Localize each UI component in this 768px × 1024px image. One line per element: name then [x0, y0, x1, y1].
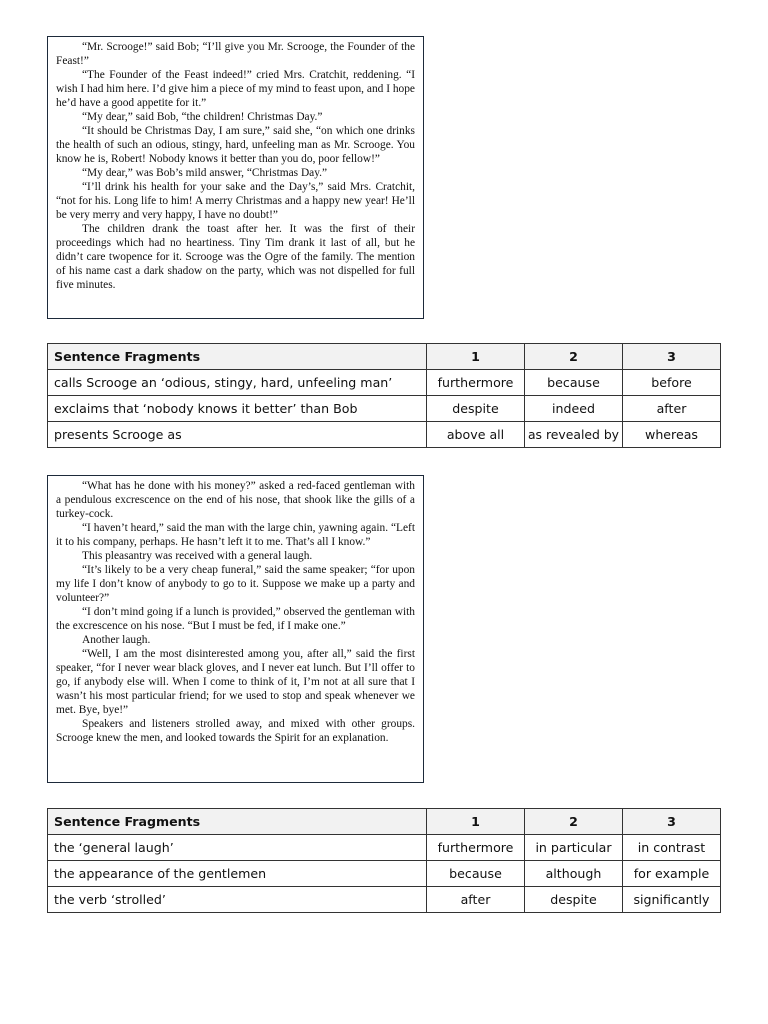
- fragment-cell: calls Scrooge an ‘odious, stingy, hard, unfeeling man’: [48, 370, 427, 396]
- header-option-1: 1: [427, 809, 525, 835]
- passage-paragraph: Speakers and listeners strolled away, and mixed with other groups. Scrooge knew the men, and looked towards the Spirit for an explanation.: [56, 718, 415, 744]
- table-row: [48, 396, 721, 422]
- fragment-cell: exclaims that ‘nobody knows it better’ than Bob: [48, 396, 427, 422]
- passage-paragraph: “I’ll drink his health for your sake and the Day’s,” said Mrs. Cratchit, “not for his. Long life to him! A merry Christmas and a happy new year! He’ll be very merry and very happy, I have no doubt!”: [56, 181, 415, 221]
- option-cell: despite: [427, 396, 525, 422]
- sentence-fragments-table-2: [47, 808, 721, 913]
- option-cell: as revealed by: [525, 422, 623, 448]
- option-cell: furthermore: [427, 370, 525, 396]
- option-cell: in particular: [525, 835, 623, 861]
- passage-paragraph: “Mr. Scrooge!” said Bob; “I’ll give you Mr. Scrooge, the Founder of the Feast!”: [56, 41, 415, 67]
- header-option-3: 3: [623, 344, 721, 370]
- passage-paragraph: This pleasantry was received with a general laugh.: [82, 550, 313, 562]
- passage-paragraph: “The Founder of the Feast indeed!” cried Mrs. Cratchit, reddening. “I wish I had him here. I’d give him a piece of my mind to feast upon, and I hope he’d have a good appetite for it.”: [56, 69, 415, 109]
- option-cell: although: [525, 861, 623, 887]
- option-cell: because: [525, 370, 623, 396]
- option-cell: furthermore: [427, 835, 525, 861]
- passage-paragraph: “I don’t mind going if a lunch is provided,” observed the gentleman with the excrescence on his nose. “But I must be fed, if I make one.”: [56, 606, 415, 632]
- table-header-row: [48, 344, 721, 370]
- passage-paragraph: “It’s likely to be a very cheap funeral,” said the same speaker; “for upon my life I don’t know of anybody to go to it. Suppose we make up a party and volunteer?”: [56, 564, 415, 604]
- option-cell: significantly: [623, 887, 721, 913]
- passage-paragraph: The children drank the toast after her. It was the first of their proceedings which had no heartiness. Tiny Tim drank it last of all, but he didn’t care twopence for it. Scrooge was the Ogre of the family. The mention of his name cast a dark shadow on the party, which was not dispelled for full five minutes.: [56, 223, 415, 291]
- option-cell: in contrast: [623, 835, 721, 861]
- passage-paragraph: “My dear,” was Bob’s mild answer, “Christmas Day.”: [82, 167, 328, 179]
- option-cell: despite: [525, 887, 623, 913]
- header-option-2: 2: [525, 809, 623, 835]
- table-row: [48, 861, 721, 887]
- passage-box-scrooge-toast: [47, 36, 424, 319]
- fragment-cell: the appearance of the gentlemen: [48, 861, 427, 887]
- option-cell: because: [427, 861, 525, 887]
- passage-paragraph: “What has he done with his money?” asked a red-faced gentleman with a pendulous excrescence on the end of his nose, that shook like the gills of a turkey-cock.: [56, 480, 415, 520]
- passage-paragraph: Another laugh.: [82, 634, 151, 646]
- table-row: [48, 835, 721, 861]
- fragment-cell: presents Scrooge as: [48, 422, 427, 448]
- option-cell: for example: [623, 861, 721, 887]
- option-cell: indeed: [525, 396, 623, 422]
- option-cell: after: [623, 396, 721, 422]
- header-sentence-fragments: Sentence Fragments: [48, 809, 427, 835]
- passage-paragraph: “Well, I am the most disinterested among you, after all,” said the first speaker, “for I never wear black gloves, and I never eat lunch. But I’ll offer to go, if anybody else will. When I come to think of it, I’m not at all sure that I wasn’t his most particular friend; for we used to stop and speak whenever we met. Bye, bye!”: [56, 648, 415, 716]
- header-option-3: 3: [623, 809, 721, 835]
- header-option-1: 1: [427, 344, 525, 370]
- fragment-cell: the ‘general laugh’: [48, 835, 427, 861]
- header-option-2: 2: [525, 344, 623, 370]
- header-sentence-fragments: Sentence Fragments: [48, 344, 427, 370]
- table-row: [48, 370, 721, 396]
- option-cell: before: [623, 370, 721, 396]
- passage-paragraph: “My dear,” said Bob, “the children! Christmas Day.”: [82, 111, 323, 123]
- fragment-cell: the verb ‘strolled’: [48, 887, 427, 913]
- table-row: [48, 887, 721, 913]
- table-header-row: [48, 809, 721, 835]
- option-cell: whereas: [623, 422, 721, 448]
- option-cell: above all: [427, 422, 525, 448]
- passage-paragraph: “I haven’t heard,” said the man with the large chin, yawning again. “Left it to his company, perhaps. He hasn’t left it to me. That’s all I know.”: [56, 522, 415, 548]
- passage-box-funeral-talk: [47, 475, 424, 783]
- sentence-fragments-table-1: [47, 343, 721, 448]
- table-row: [48, 422, 721, 448]
- passage-paragraph: “It should be Christmas Day, I am sure,” said she, “on which one drinks the health of such an odious, stingy, hard, unfeeling man as Mr. Scrooge. You know he is, Robert! Nobody knows it better than you do, poor fellow!”: [56, 125, 415, 165]
- option-cell: after: [427, 887, 525, 913]
